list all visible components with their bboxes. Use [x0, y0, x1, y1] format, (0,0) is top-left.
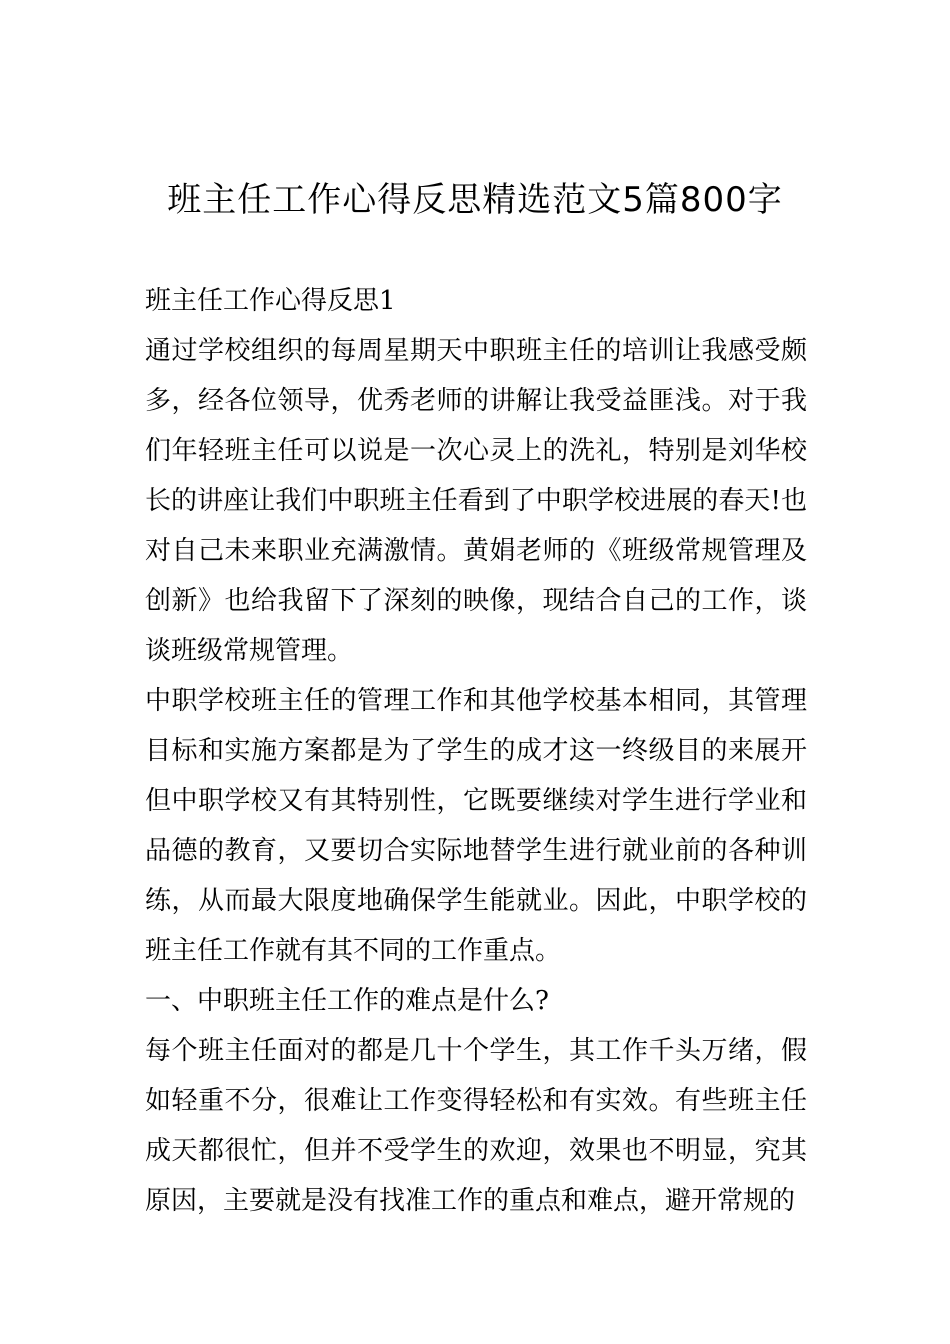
- document-body: [145, 276, 807, 1226]
- paragraph: 每个班主任面对的都是几十个学生，其工作千头万绪，假如轻重不分，很难让工作变得轻松和有实效。有些班主任成天都很忙，但并不受学生的欢迎，效果也不明显，究其原因，主要就是没有找准工作的重点和难点，避开常规的: [145, 1036, 807, 1216]
- section-heading: 班主任工作心得反思1: [145, 286, 396, 316]
- question-heading: 一、中职班主任工作的难点是什么?: [145, 986, 549, 1016]
- paragraph: 通过学校组织的每周星期天中职班主任的培训让我感受颇多，经各位领导，优秀老师的讲解让我受益匪浅。对于我们年轻班主任可以说是一次心灵上的洗礼，特别是刘华校长的讲座让我们中职班主任看到了中职学校进展的春天!也对自己未来职业充满激情。黄娟老师的《班级常规管理及创新》也给我留下了深刻的映像，现结合自己的工作，谈谈班级常规管理。: [145, 336, 807, 666]
- paragraph: 中职学校班主任的管理工作和其他学校基本相同，其管理目标和实施方案都是为了学生的成才这一终级目的来展开但中职学校又有其特别性，它既要继续对学生进行学业和品德的教育，又要切合实际地替学生进行就业前的各种训练，从而最大限度地确保学生能就业。因此，中职学校的班主任工作就有其不同的工作重点。: [145, 686, 807, 966]
- document-title: 班主任工作心得反思精选范文5篇800字: [167, 180, 783, 220]
